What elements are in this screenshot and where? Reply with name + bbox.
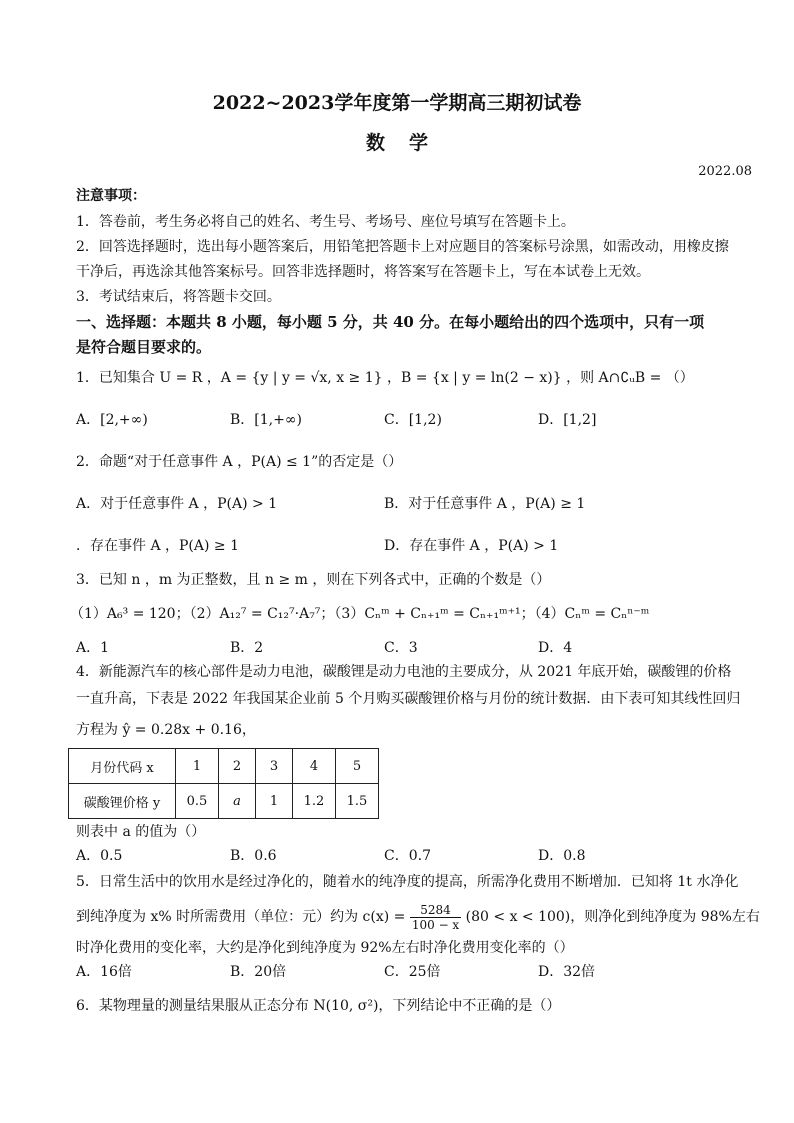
q3-formulas: （1）A₆³ = 120；（2）A₁₂⁷ = C₁₂⁷·A₇⁷；（3）Cₙᵐ + Cₙ₊₁ᵐ = Cₙ₊₁ᵐ⁺¹；（4）Cₙᵐ = Cₙⁿ⁻ᵐ xyxy=(70,606,650,622)
notes-item-2a: 2．回答选择题时，选出每小题答案后，用铅笔把答题卡上对应题目的答案标号涂黑，如需改动，用橡皮擦 xyxy=(76,239,729,255)
q6-stem: 6．某物理量的测量结果服从正态分布 N(10, σ²)，下列结论中不正确的是（） xyxy=(76,998,561,1014)
q5-cost-fraction xyxy=(410,903,461,932)
q5-stem-b xyxy=(76,902,760,932)
q1-option-b: B．[1,+∞) xyxy=(230,412,302,428)
table-cell: 1.2 xyxy=(293,784,336,819)
q3-option-b: B．2 xyxy=(230,640,264,656)
notes-item-3: 3．考试结束后，将答题卡交回。 xyxy=(76,289,281,305)
q2-option-a: A．对于任意事件 A ，P(A) > 1 xyxy=(76,496,278,512)
q4-data-table xyxy=(68,748,379,819)
table-cell: 2 xyxy=(219,749,256,784)
fraction-denominator: 100 − x xyxy=(411,917,460,932)
q1-stem: 1．已知集合 U = R ，A = {y | y = √x, x ≥ 1} ，B = {x | y = ln(2 − x)} ，则 A∩∁ᵤB = （） xyxy=(76,370,694,386)
section1-heading-b: 是符合题目要求的。 xyxy=(76,338,212,356)
q4-option-c: C．0.7 xyxy=(384,848,431,864)
table-row xyxy=(69,749,379,784)
q4-stem-c: 方程为 ŷ = 0.28x + 0.16， xyxy=(76,722,256,738)
notes-heading: 注意事项： xyxy=(76,188,146,204)
notes-item-2b: 干净后，再选涂其他答案标号。回答非选择题时，将答案写在答题卡上，写在本试卷上无效。 xyxy=(76,264,650,280)
table-cell: 1 xyxy=(176,749,219,784)
table-cell: 3 xyxy=(256,749,293,784)
table-cell: 5 xyxy=(336,749,379,784)
section1-heading-a: 一、选择题：本题共 8 小题，每小题 5 分，共 40 分。在每小题给出的四个选项中，只有一项 xyxy=(76,313,705,331)
q3-option-a: A．1 xyxy=(76,640,110,656)
q3-option-c: C．3 xyxy=(384,640,418,656)
q2-option-d: D．存在事件 A ，P(A) > 1 xyxy=(384,538,559,554)
q4-option-a: A．0.5 xyxy=(76,848,123,864)
table-header-cell: 月份代码 x xyxy=(69,749,176,784)
table-row xyxy=(69,784,379,819)
q4-option-b: B．0.6 xyxy=(230,848,277,864)
table-header-cell: 碳酸锂价格 y xyxy=(69,784,176,819)
exam-title: 2022~2023学年度第一学期高三期初试卷 xyxy=(212,92,582,114)
q3-stem: 3．已知 n ，m 为正整数，且 n ≥ m ，则在下列各式中，正确的个数是（） xyxy=(76,572,551,588)
exam-subject: 数学 xyxy=(365,132,452,154)
table-cell: 0.5 xyxy=(176,784,219,819)
q4-stem-a: 4．新能源汽车的核心部件是动力电池，碳酸锂是动力电池的主要成分，从 2021 年底开始，碳酸锂的价格 xyxy=(76,664,732,680)
q4-stem-b: 一直升高，下表是 2022 年我国某企业前 5 个月购买碳酸锂价格与月份的统计数据．由下表可知其线性回归 xyxy=(76,691,741,707)
q3-option-d: D．4 xyxy=(538,640,573,656)
q5-option-a: A．16倍 xyxy=(76,964,132,980)
q5-stem-a: 5．日常生活中的饮用水是经过净化的，随着水的纯净度的提高，所需净化费用不断增加．已知将 1t 水净化 xyxy=(76,874,739,890)
q2-option-b: B．对于任意事件 A ，P(A) ≥ 1 xyxy=(384,496,586,512)
q1-option-a: A．[2,+∞) xyxy=(76,412,148,428)
q5-option-c: C．25倍 xyxy=(384,964,441,980)
q1-option-c: C．[1,2) xyxy=(384,412,442,428)
q5-option-b: B．20倍 xyxy=(230,964,287,980)
q4-ask: 则表中 a 的值为（） xyxy=(76,824,206,840)
q5-stem-b-lead: 到纯净度为 x% 时所需费用（单位：元）约为 c(x) = xyxy=(76,909,406,925)
notes-item-1: 1．答卷前，考生务必将自己的姓名、考生号、考场号、座位号填写在答题卡上。 xyxy=(76,214,575,230)
q1-option-d: D．[1,2] xyxy=(538,412,597,428)
table-cell: 4 xyxy=(293,749,336,784)
q2-option-c: ．存在事件 A ，P(A) ≥ 1 xyxy=(76,538,240,554)
q2-stem: 2．命题“对于任意事件 A ，P(A) ≤ 1”的否定是（） xyxy=(76,454,403,470)
table-cell: a xyxy=(219,784,256,819)
q5-stem-b-tail: (80 < x < 100)，则净化到纯净度为 98%左右 xyxy=(465,909,760,925)
table-cell: 1.5 xyxy=(336,784,379,819)
fraction-numerator: 5284 xyxy=(410,903,461,918)
q5-stem-c: 时净化费用的变化率，大约是净化到纯净度为 92%左右时净化费用变化率的（） xyxy=(76,940,574,956)
table-cell: 1 xyxy=(256,784,293,819)
q4-option-d: D．0.8 xyxy=(538,848,586,864)
q5-option-d: D．32倍 xyxy=(538,964,596,980)
exam-date: 2022.08 xyxy=(698,164,752,179)
